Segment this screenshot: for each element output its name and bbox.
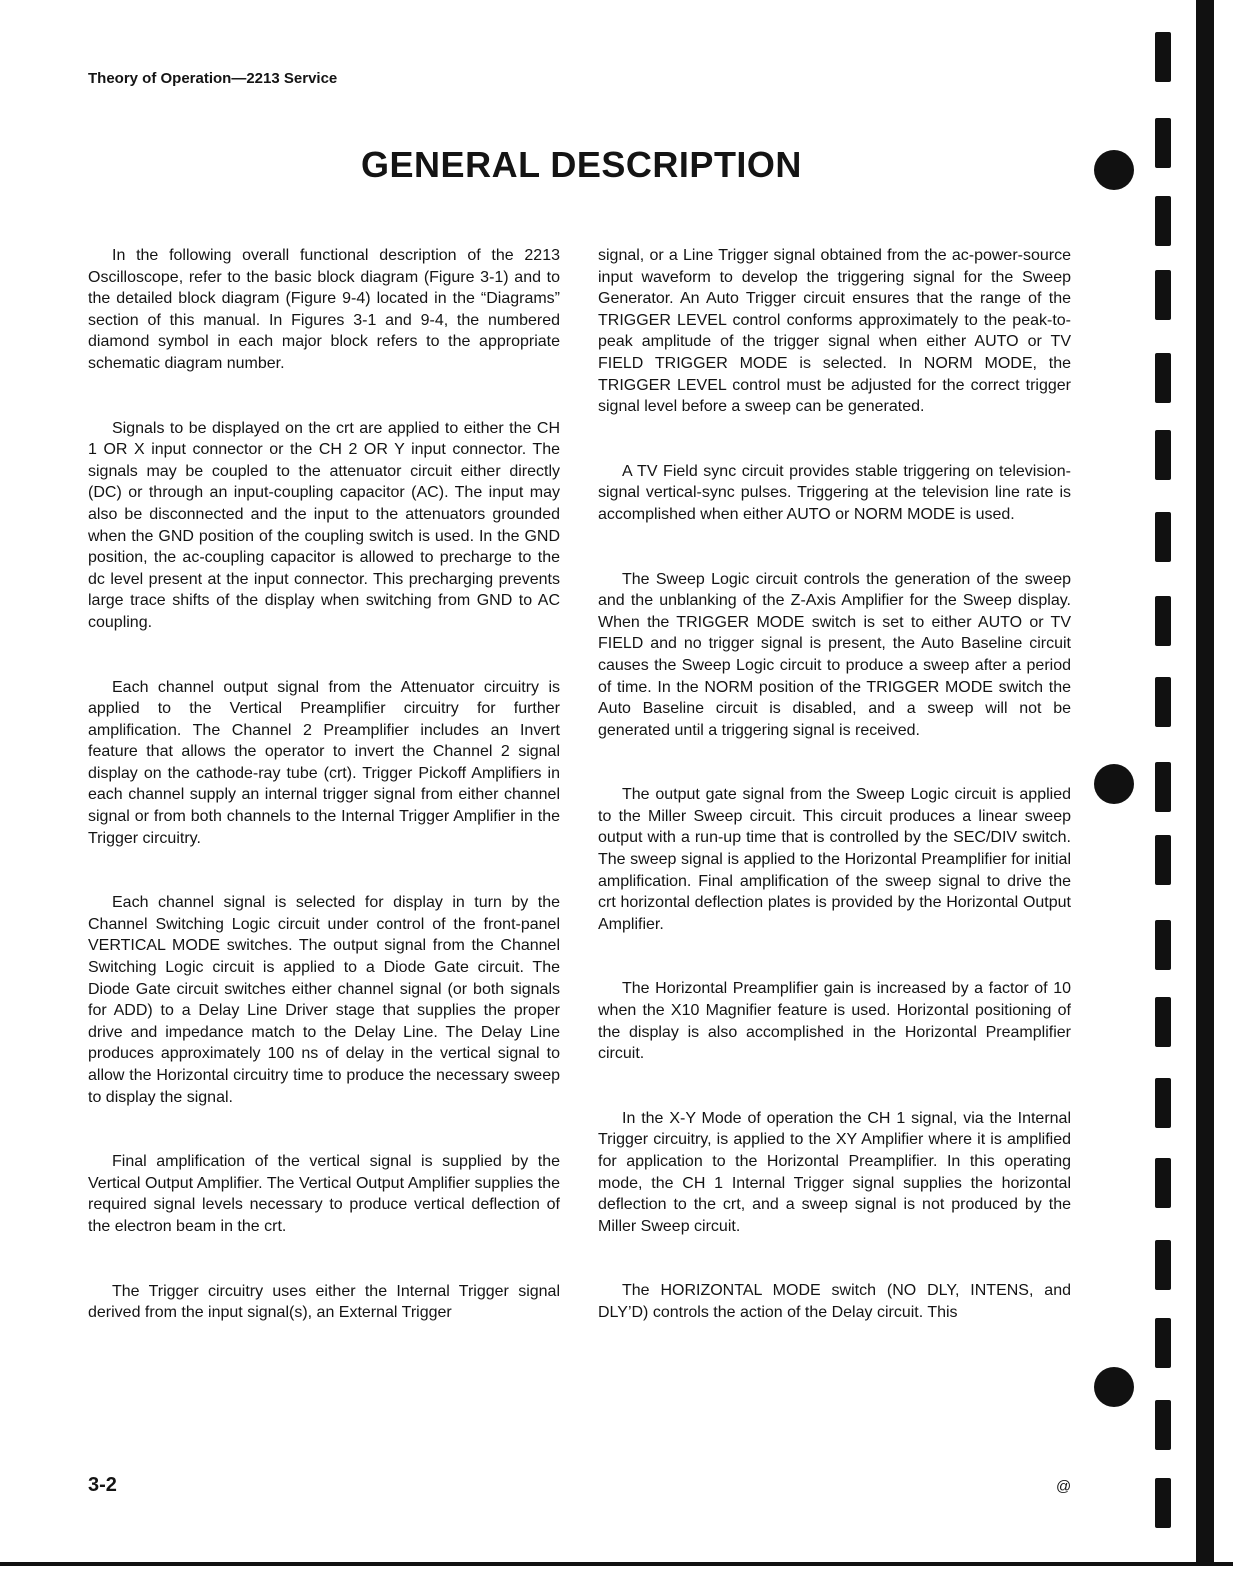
edge-tab	[1155, 118, 1171, 168]
edge-tab	[1155, 762, 1171, 812]
paragraph: Each channel signal is selected for display in turn by the Channel Switching Logic circuit under control of the front-panel VERTICAL MODE switches. The output signal from the Channel Switching Logic circuit is applied to a Diode Gate circuit. The Diode Gate circuit switches either channel signal (or both signals for ADD) to a Delay Line Driver stage that supplies the proper drive and impedance match to the Delay Line. The Delay Line produces approximately 100 ns of delay in the vertical signal to allow the Horizontal circuitry time to produce the necessary sweep to display the signal.	[88, 894, 560, 1106]
paragraph: In the X-Y Mode of operation the CH 1 signal, via the Internal Trigger circuitry, is applied to the XY Amplifier where it is amplified for application to the Horizontal Preamplifier. In this operating mode, the CH 1 Internal Trigger signal supplies the horizontal deflection to the crt, and a sweep signal is not produced by the Miller Sweep circuit.	[598, 1109, 1071, 1235]
paragraph: The output gate signal from the Sweep Logic circuit is applied to the Miller Sweep circuit. This circuit produces a linear sweep output with a run-up time that is controlled by the SEC/DIV switch. The sweep signal is applied to the Horizontal Preamplifier for initial amplification. Final amplification of the sweep signal to drive the crt horizontal deflection plates is provided by the Horizontal Output Amplifier.	[598, 786, 1071, 933]
running-header: Theory of Operation—2213 Service	[88, 70, 338, 87]
edge-tab	[1155, 196, 1171, 246]
edge-tab	[1155, 32, 1171, 82]
edge-tab	[1155, 1158, 1171, 1208]
edge-tab	[1155, 1240, 1171, 1290]
edge-tab	[1155, 677, 1171, 727]
edge-tab	[1155, 997, 1171, 1047]
left-column	[88, 245, 560, 1324]
edge-tab	[1155, 1478, 1171, 1528]
edge-tab	[1155, 1078, 1171, 1128]
footer-mark: @	[1056, 1478, 1072, 1495]
edge-tab	[1155, 353, 1171, 403]
edge-tab	[1155, 512, 1171, 562]
page-edge-bar	[1196, 0, 1214, 1564]
paragraph: A TV Field sync circuit provides stable triggering on television-signal vertical-sync pulses. Triggering at the television line rate is accomplished when either AUTO or NORM MODE is used.	[598, 462, 1071, 523]
edge-tab	[1155, 920, 1171, 970]
edge-tab	[1155, 430, 1171, 480]
page-title: GENERAL DESCRIPTION	[361, 144, 802, 185]
edge-tab	[1155, 835, 1171, 885]
paragraph: Signals to be displayed on the crt are applied to either the CH 1 OR X input connector or the CH 2 OR Y input connector. The signals may be coupled to the attenuator circuit either directly (DC) or through an input-coupling capacitor (AC). The input may also be disconnected and the input to the attenuators grounded when the GND position of the coupling switch is used. In the GND position, the ac-coupling capacitor is allowed to precharge to the dc level present at the input connector. This precharging prevents large trace shifts of the display when switching from GND to AC coupling.	[88, 419, 560, 631]
paragraph: The Trigger circuitry uses either the Internal Trigger signal derived from the input signal(s), an External Trigger	[88, 1282, 560, 1322]
edge-tab	[1155, 270, 1171, 320]
right-column	[598, 245, 1071, 1324]
paragraph: signal, or a Line Trigger signal obtained from the ac-power-source input waveform to develop the triggering signal for the Sweep Generator. An Auto Trigger circuit ensures that the range of the TRIGGER LEVEL control conforms approximately to the peak-to-peak amplitude of the trigger signal when either AUTO or TV FIELD TRIGGER MODE is selected. In NORM MODE, the TRIGGER LEVEL control must be adjusted for the correct trigger signal level before a sweep can be generated.	[598, 247, 1071, 416]
diamond-marker-icon	[1094, 1367, 1134, 1407]
edge-tab	[1155, 596, 1171, 646]
paragraph: Final amplification of the vertical signal is supplied by the Vertical Output Amplifier. The Vertical Output Amplifier supplies the required signal levels necessary to produce vertical deflection of the electron beam in the crt.	[88, 1153, 560, 1235]
paragraph: The Sweep Logic circuit controls the generation of the sweep and the unblanking of the Z-Axis Amplifier for the Sweep display. When the TRIGGER MODE switch is set to either AUTO or TV FIELD and no trigger signal is present, the Auto Baseline circuit causes the Sweep Logic circuit to produce a sweep after a period of time. In the NORM position of the TRIGGER MODE switch the Auto Baseline circuit is disabled, and a sweep will not be generated until a triggering signal is received.	[598, 570, 1071, 739]
page-number: 3-2	[88, 1474, 117, 1496]
paragraph: The Horizontal Preamplifier gain is increased by a factor of 10 when the X10 Magnifier feature is used. Horizontal positioning of the display is also accomplished in the Horizontal Preamplifier circuit.	[598, 980, 1071, 1063]
diamond-marker-icon	[1094, 150, 1134, 190]
paragraph: In the following overall functional description of the 2213 Oscilloscope, refer to the basic block diagram (Figure 3-1) and to the detailed block diagram (Figure 9-4) located in the “Diagrams” section of this manual. In Figures 3-1 and 9-4, the numbered diamond symbol in each major block refers to the appropriate schematic diagram number.	[88, 247, 560, 372]
paragraph: The HORIZONTAL MODE switch (NO DLY, INTENS, and DLY’D) controls the action of the Delay circuit. This	[598, 1282, 1071, 1321]
edge-tab	[1155, 1318, 1171, 1368]
paragraph: Each channel output signal from the Attenuator circuitry is applied to the Vertical Preamplifier circuitry for further amplification. The Channel 2 Preamplifier includes an Invert feature that allows the operator to invert the Channel 2 signal display on the cathode-ray tube (crt). Trigger Pickoff Amplifiers in each channel supply an internal trigger signal from either channel signal or from both channels to the Internal Trigger Amplifier in the Trigger circuitry.	[88, 678, 560, 847]
bottom-edge-line	[0, 1562, 1233, 1566]
edge-tab	[1155, 1400, 1171, 1450]
diamond-marker-icon	[1094, 764, 1134, 804]
